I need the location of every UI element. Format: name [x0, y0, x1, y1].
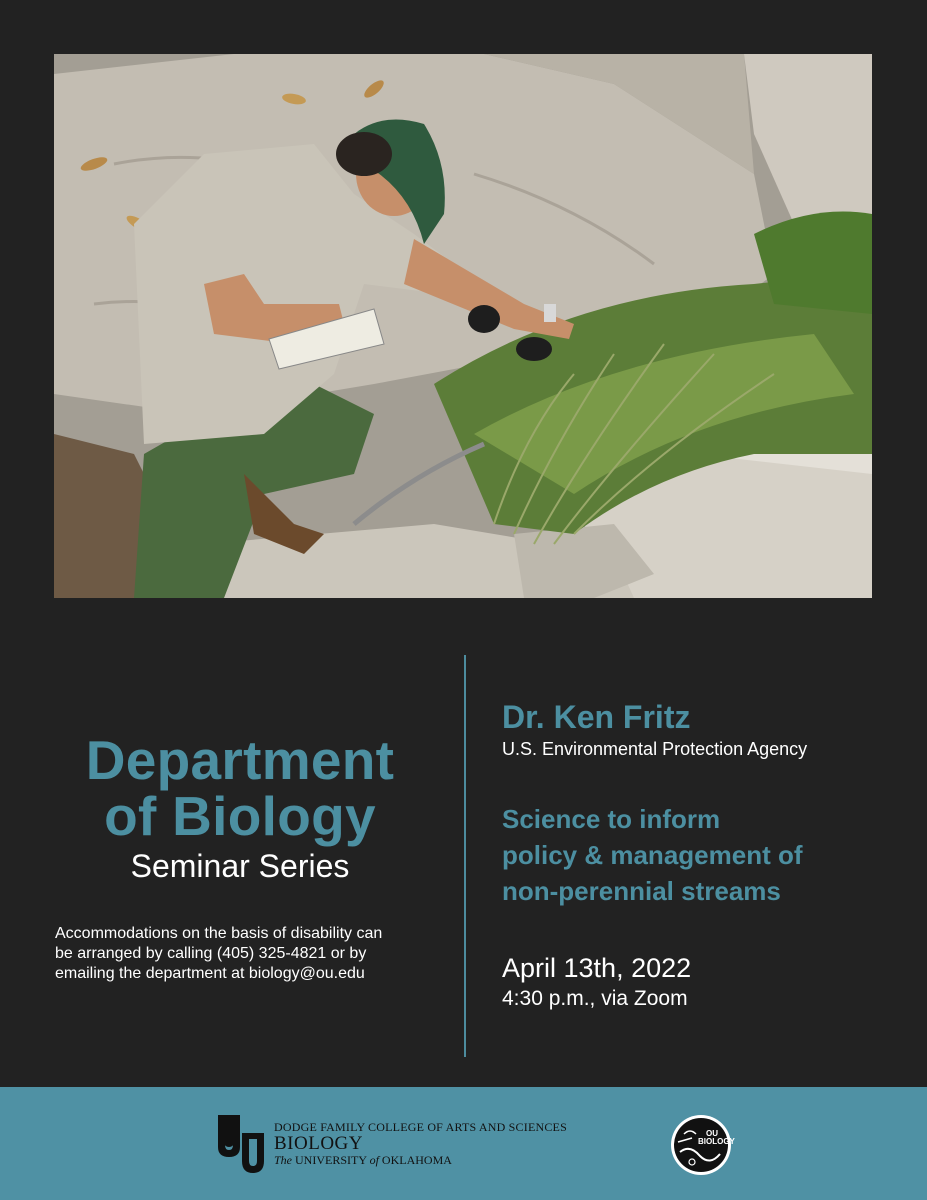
talk-title-line-1: Science to inform [502, 804, 721, 834]
ou-biology-seal-icon [670, 1114, 735, 1176]
college-name: DODGE FAMILY COLLEGE OF ARTS AND SCIENCES [274, 1120, 567, 1134]
accessibility-notice [55, 924, 445, 984]
university-word: UNIVERSITY [295, 1153, 367, 1167]
event-time: 4:30 p.m., via Zoom [502, 987, 688, 1010]
footer-bar [0, 1087, 927, 1200]
field-researcher-photo [54, 54, 872, 598]
seal-label [698, 1129, 735, 1146]
biology-wordmark: BIOLOGY [274, 1133, 363, 1154]
department-title-line-2: of Biology [104, 785, 376, 847]
talk-title-line-2: policy & management of [502, 840, 803, 870]
event-date: April 13th, 2022 [502, 953, 692, 983]
department-block [40, 729, 440, 886]
vertical-divider [464, 655, 466, 1057]
talk-title [502, 801, 902, 909]
speaker-block [502, 698, 902, 1012]
talk-title-line-3: non-perennial streams [502, 876, 781, 906]
accessibility-line-2: be arranged by calling (405) 325-4821 or by [55, 945, 367, 962]
speaker-affiliation: U.S. Environmental Protection Agency [502, 739, 808, 759]
seal-label-line-2: BIOLOGY [698, 1137, 735, 1146]
footer-college-text [274, 1120, 567, 1167]
department-title-line-1: Department [85, 729, 395, 791]
ou-logo-icon [216, 1111, 266, 1175]
university-of: of [369, 1153, 379, 1167]
university-the: The [274, 1153, 292, 1167]
university-name [274, 1153, 567, 1167]
seal-label-line-1: OU [706, 1129, 718, 1138]
department-title [40, 729, 440, 847]
speaker-name: Dr. Ken Fritz [502, 699, 691, 735]
hero-photo [54, 54, 872, 598]
seminar-series-label: Seminar Series [130, 848, 350, 884]
university-state: OKLAHOMA [381, 1153, 452, 1167]
accessibility-line-3: emailing the department at biology@ou.edu [55, 965, 365, 982]
accessibility-line-1: Accommodations on the basis of disability can [55, 925, 383, 942]
